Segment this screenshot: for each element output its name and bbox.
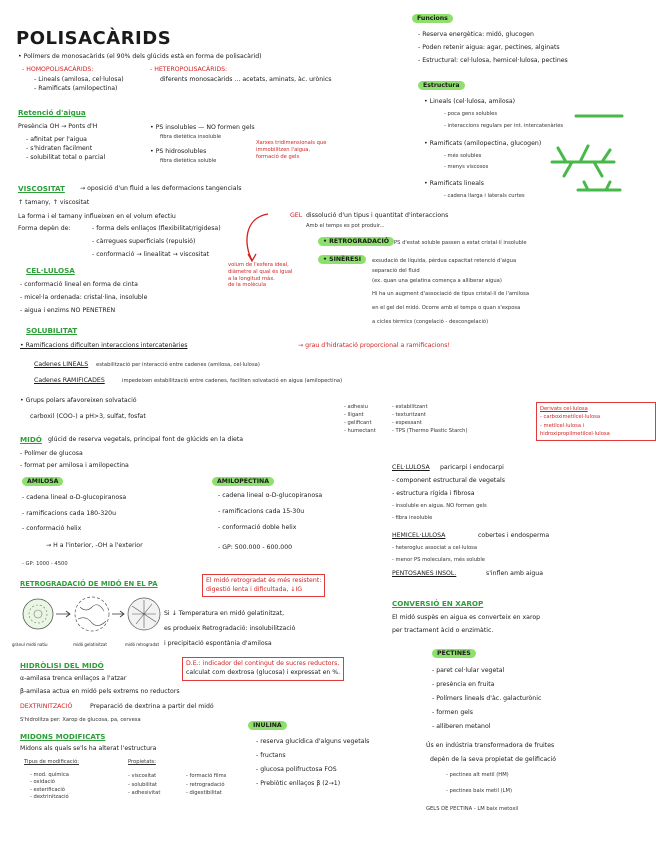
funcions-item: - Poden retenir aigua: agar, pectines, alginats — [418, 44, 560, 51]
propietats-label: Propietats: — [128, 759, 156, 765]
ramificacions-red: → grau d'hidratació proporcional a ramificacions! — [298, 342, 450, 349]
hidrolisi-title: HIDRÒLISI DEL MIDÓ — [20, 661, 104, 670]
viscositat-line: La forma i el tamany influeixen en el volum efectiu — [18, 213, 176, 220]
intro-text: • Polímers de monosacàrids (el 90% dels glúcids està en forma de polisacàrid) — [18, 53, 262, 60]
celulosa-item: - micel·la ordenada: cristal·lina, insoluble — [20, 294, 148, 301]
retencio-line: Presència OH → Ponts d'H — [18, 123, 98, 130]
sineresi-line: Hi ha un augment d'associació de tipus cristal·lí de l'amilosa — [372, 291, 530, 297]
caption-native: grànul midó natiu — [12, 642, 48, 647]
viscositat-sub: - forma dels enllaços (flexibilitat/rigidesa) — [92, 225, 221, 232]
pectines-title: PECTINES — [432, 650, 476, 658]
tipus-list: - mod. química - oxidació - esterificació - dextrinització — [30, 772, 69, 800]
inulina-title: INULINA — [248, 722, 287, 730]
cel2-title: CEL·LULOSA — [392, 464, 430, 471]
dextrinitzacio-label: DEXTRINITZACIÓ — [20, 703, 73, 710]
inulina-item: - glucosa polifructosa FOS — [256, 766, 337, 773]
hidrolisi-line: α-amilasa trenca enllaços a l'atzar — [20, 675, 127, 682]
viscositat-line: Forma depèn de: — [18, 225, 71, 232]
viscositat-desc: → oposició d'un fluid a les deformacions tangencials — [80, 185, 242, 192]
cel2-item: - estructura rígida i fibrosa — [392, 490, 475, 497]
estructura-title: Estructura — [418, 82, 465, 90]
linear-branched-icon — [574, 178, 624, 198]
amilosa-item: - GP: 1000 - 4500 — [22, 561, 68, 567]
ramificacions-text: • Ramificacions dificulten interaccions intercatenàries — [20, 342, 188, 349]
amilosa-item: → H a l'interior, -OH a l'exterior — [46, 542, 143, 549]
viscositat-sub: - conformació → linealitat → viscositat — [92, 251, 210, 258]
amilosa-item: - conformació helix — [22, 525, 82, 532]
inulina-item: - reserva glucídica d'alguns vegetals — [256, 738, 370, 745]
funcions-item: - Estructural: cel·lulosa, hemicel·lulosa, pectines — [418, 57, 568, 64]
retro-pa-line: i precipitació espontània d'amilosa — [164, 640, 272, 647]
retrogradacio-label: • RETROGRADACIÓ — [318, 238, 394, 246]
sineresi-line: (ex. quan una gelatina comença a alliberar aigua) — [372, 278, 502, 284]
modificats-title: MIDONS MODIFICATS — [20, 732, 106, 741]
ps-hidrosolubles-note: fibra dietètica soluble — [160, 158, 217, 164]
funcions-title: Funcions — [412, 15, 453, 23]
de-box: D.E.: indicador del contingut de sucres reductors, calculat com dextrosa (glucosa) i expressat en %. — [182, 657, 344, 681]
starch-granules-illustration — [18, 592, 162, 642]
sineresi-line: separació del fluid — [372, 268, 420, 274]
hidrolisi-line: β-amilasa actua en midó pels extrems no reductors — [20, 688, 180, 695]
homo-item: - Lineals (amilosa, cel·lulosa) — [34, 76, 124, 83]
cel2-desc: paricarpi i endocarpi — [440, 464, 504, 471]
cel2-item: - component estructural de vegetals — [392, 477, 505, 484]
conversio-title: CONVERSIÓ EN XAROP — [392, 599, 484, 608]
branched-chain-icon — [548, 140, 618, 180]
retro-pa-title: RETROGRADACIÓ DE MIDÓ EN EL PA — [20, 580, 158, 588]
linear-chain-icon — [574, 106, 624, 126]
cadenes-lineals-desc: estabilització per interacció entre cadenes (amilosa, cel·lulosa) — [96, 362, 260, 368]
celulosa-item: - aigua i enzims NO PENETREN — [20, 307, 116, 314]
retencio-item: - s'hidraten fàcilment — [26, 145, 93, 152]
pectines-item: - paret cel·lular vegetal — [432, 667, 505, 674]
mido-item: - format per amilosa i amilopectina — [20, 462, 129, 469]
caption-gelatinized: midó gelatinitzat — [73, 642, 107, 647]
retro-pa-box: El midó retrogradat és més resistent: digestió lenta i dificultada, ↓IG — [202, 574, 325, 597]
pectines-last: GELS DE PECTINA - LM baix metoxil — [426, 806, 519, 812]
cadenes-ramificades-desc: impedeixen estabilització entre cadenes, faciliten solvatació en aigua (amilopectina) — [122, 378, 343, 384]
gel-label: GEL — [290, 212, 303, 219]
ps-insolubles: • PS insolubles — NO formen gels — [150, 124, 255, 131]
hemicel-item: - menor PS moleculars, més soluble — [392, 557, 485, 563]
hetero-label: - HETEROPOLISACÀRIDS: — [150, 66, 228, 73]
pectines-item: - alliberen metanol — [432, 723, 491, 730]
pectines-line: depèn de la seva propietat de gelificació — [430, 756, 557, 763]
sineresi-line: en el gel del midó. Ocorre amb el temps o quan s'exposa — [372, 305, 521, 311]
sineresi-desc: exsudació de líquida, pèrdua capacitat retenció d'aigua — [372, 258, 517, 264]
amilopectina-item: - conformació doble helix — [218, 524, 297, 531]
ps-hidrosolubles: • PS hidrosolubles — [150, 148, 207, 155]
estructura-sub: - més solubles — [444, 153, 482, 159]
amilosa-item: - cadena lineal α-D-glucopiranosa — [22, 494, 127, 501]
sineresi-label: • SINÈRESI — [318, 256, 366, 264]
estructura-lineals: • Lineals (cel·lulosa, amilosa) — [424, 98, 516, 105]
hetero-desc: diferents monosacàrids ... acetats, aminats, àc. urònics — [160, 76, 332, 83]
retencio-item: - afinitat per l'aigua — [26, 136, 87, 143]
conversio-line: per tractament àcid o enzimàtic. — [392, 627, 494, 634]
page-title: POLISACÀRIDS — [16, 28, 172, 49]
retrogradacio-desc: PS d'estat soluble passen a estat cristal·lí insoluble — [394, 240, 527, 246]
retro-pa-line: Si ↓ Temperatura en midó gelatinitzat, — [164, 610, 285, 617]
viscositat-title: VISCOSITAT — [18, 184, 65, 193]
homo-item: - Ramificats (amilopectina) — [34, 85, 118, 92]
amilosa-item: - ramificacions cada 180-320u — [22, 510, 117, 517]
amilopectina-item: - GP: 500.000 - 600.000 — [218, 544, 293, 551]
amilopectina-item: - ramificacions cada 15-30u — [218, 508, 305, 515]
gel-desc: dissolució d'un tipus i quantitat d'interaccions — [306, 212, 449, 219]
inulina-item: - fructans — [256, 752, 286, 759]
mido-desc: glúcid de reserva vegetals, principal font de glúcids en la dieta — [48, 436, 244, 443]
pectines-item: - Polímers lineals d'àc. galacturònic — [432, 695, 542, 702]
caption-retrograded: midó retrogradat — [124, 642, 160, 647]
celulosa-item: - conformació lineal en forma de cinta — [20, 281, 138, 288]
arrow-icon — [238, 206, 278, 264]
pentosanes-title: PENTOSANES INSOL. — [392, 570, 457, 577]
viscositat-line: ↑ tamany, ↑ viscositat — [18, 199, 90, 206]
grups-polars-ex: carboxil (COO-) a pH>3, sulfat, fosfat — [30, 413, 146, 420]
celulosa-title: CEL·LULOSA — [26, 266, 75, 275]
cadenes-ramificades: Cadenes RAMIFICADES — [34, 377, 105, 384]
sineresi-line: a cicles tèrmics (congelació - descongelació) — [372, 319, 489, 325]
estructura-sub: - cadena llarga i laterals curtes — [444, 193, 525, 199]
pectines-item: - formen gels — [432, 709, 473, 716]
viscositat-sub: - càrregues superficials (repulsió) — [92, 238, 196, 245]
cadenes-lineals: Cadenes LINEALS — [34, 361, 89, 368]
derivats-box: Derivats cel·lulosa - carboximetilcel·lulosa - metilcel·lulosa i hidroxipropilmetilcel·lulosa — [536, 402, 656, 441]
conversio-line: El midó suspès en aigua es converteix en xarop — [392, 614, 541, 621]
cel2-item: - fibra insoluble — [392, 515, 433, 521]
pectines-line: Ús en indústria transformadora de fruites — [426, 742, 555, 749]
hemicel-title: HEMICEL·LULOSA — [392, 532, 446, 539]
pectines-sub: - pectines alt metil (HM) — [446, 772, 509, 778]
solubilitat-title: SOLUBILITAT — [26, 326, 78, 335]
retencio-title: Retenció d'aigua — [18, 108, 86, 117]
cel2-item: - insoluble en aigua. NO formen gels — [392, 503, 487, 509]
amilopectina-title: AMILOPECTINA — [212, 478, 274, 486]
retencio-red-note: Xarxes tridimensionals que immobilitzen l'aigua, formació de gels — [256, 140, 327, 161]
estructura-ramificats-lineals: • Ramificats lineals — [424, 180, 484, 187]
estructura-sub: - poca gens solubles — [444, 111, 498, 117]
hemicel-desc: cobertes i endosperma — [478, 532, 550, 539]
pectines-item: - presència en fruita — [432, 681, 495, 688]
tipus-label: Tipus de modificació: — [24, 759, 79, 765]
inulina-item: - Prebiòtic enllaços β (2→1) — [256, 780, 341, 787]
pentosanes-desc: s'inflen amb aigua — [486, 570, 544, 577]
estructura-ramificats: • Ramificats (amilopectina, glucogen) — [424, 140, 542, 147]
mido-item: - Polímer de glucosa — [20, 450, 83, 457]
usos-list-b: - estabilitzant - texturitzant - espessant - TPS (Thermo Plastic Starch) — [392, 404, 468, 435]
ps-insolubles-note: fibra dietètica insoluble — [160, 134, 222, 140]
amilopectina-item: - cadena lineal α-D-glucopiranosa — [218, 492, 323, 499]
modificats-desc: Midons als quals se'ls ha alterat l'estructura — [20, 745, 157, 752]
hidrolisi-line: S'hidrolitza per: Xarop de glucosa, pa, cervesa — [20, 717, 141, 723]
gel-line: Amb el temps es pot produir... — [306, 223, 385, 229]
volum-red-note: volum de l'esfera ideal, diàmetre al qual és igual a la longitud màx. de la molècula — [228, 262, 293, 289]
hemicel-item: - heterogluc associat a cel·lulosa — [392, 545, 478, 551]
grups-polars: • Grups polars afavoreixen solvatació — [20, 397, 137, 404]
propietats-list-a: - viscositat - solubilitat - adhesivitat — [128, 773, 161, 797]
mido-title: MIDÓ — [20, 435, 42, 444]
estructura-sub: - interaccions regulars per int. intercatenàries — [444, 123, 564, 129]
funcions-item: - Reserva energètica: midó, glucogen — [418, 31, 534, 38]
retencio-item: - solubilitat total o parcial — [26, 154, 106, 161]
propietats-list-b: - formació films - retrogradació - digestibilitat — [186, 773, 227, 797]
retro-pa-line: es produeix Retrogradació: insolubilització — [164, 625, 296, 632]
estructura-sub: - menys viscosos — [444, 164, 489, 170]
pectines-sub: - pectines baix metil (LM) — [446, 788, 513, 794]
amilosa-title: AMILOSA — [22, 478, 63, 486]
dextrinitzacio-desc: Preparació de dextrina a partir del midó — [90, 703, 214, 710]
homo-label: - HOMOPOLISACÀRIDS: — [22, 66, 94, 73]
usos-list-a: - adhesiu - lligant - gelificant - humectant — [344, 404, 376, 435]
